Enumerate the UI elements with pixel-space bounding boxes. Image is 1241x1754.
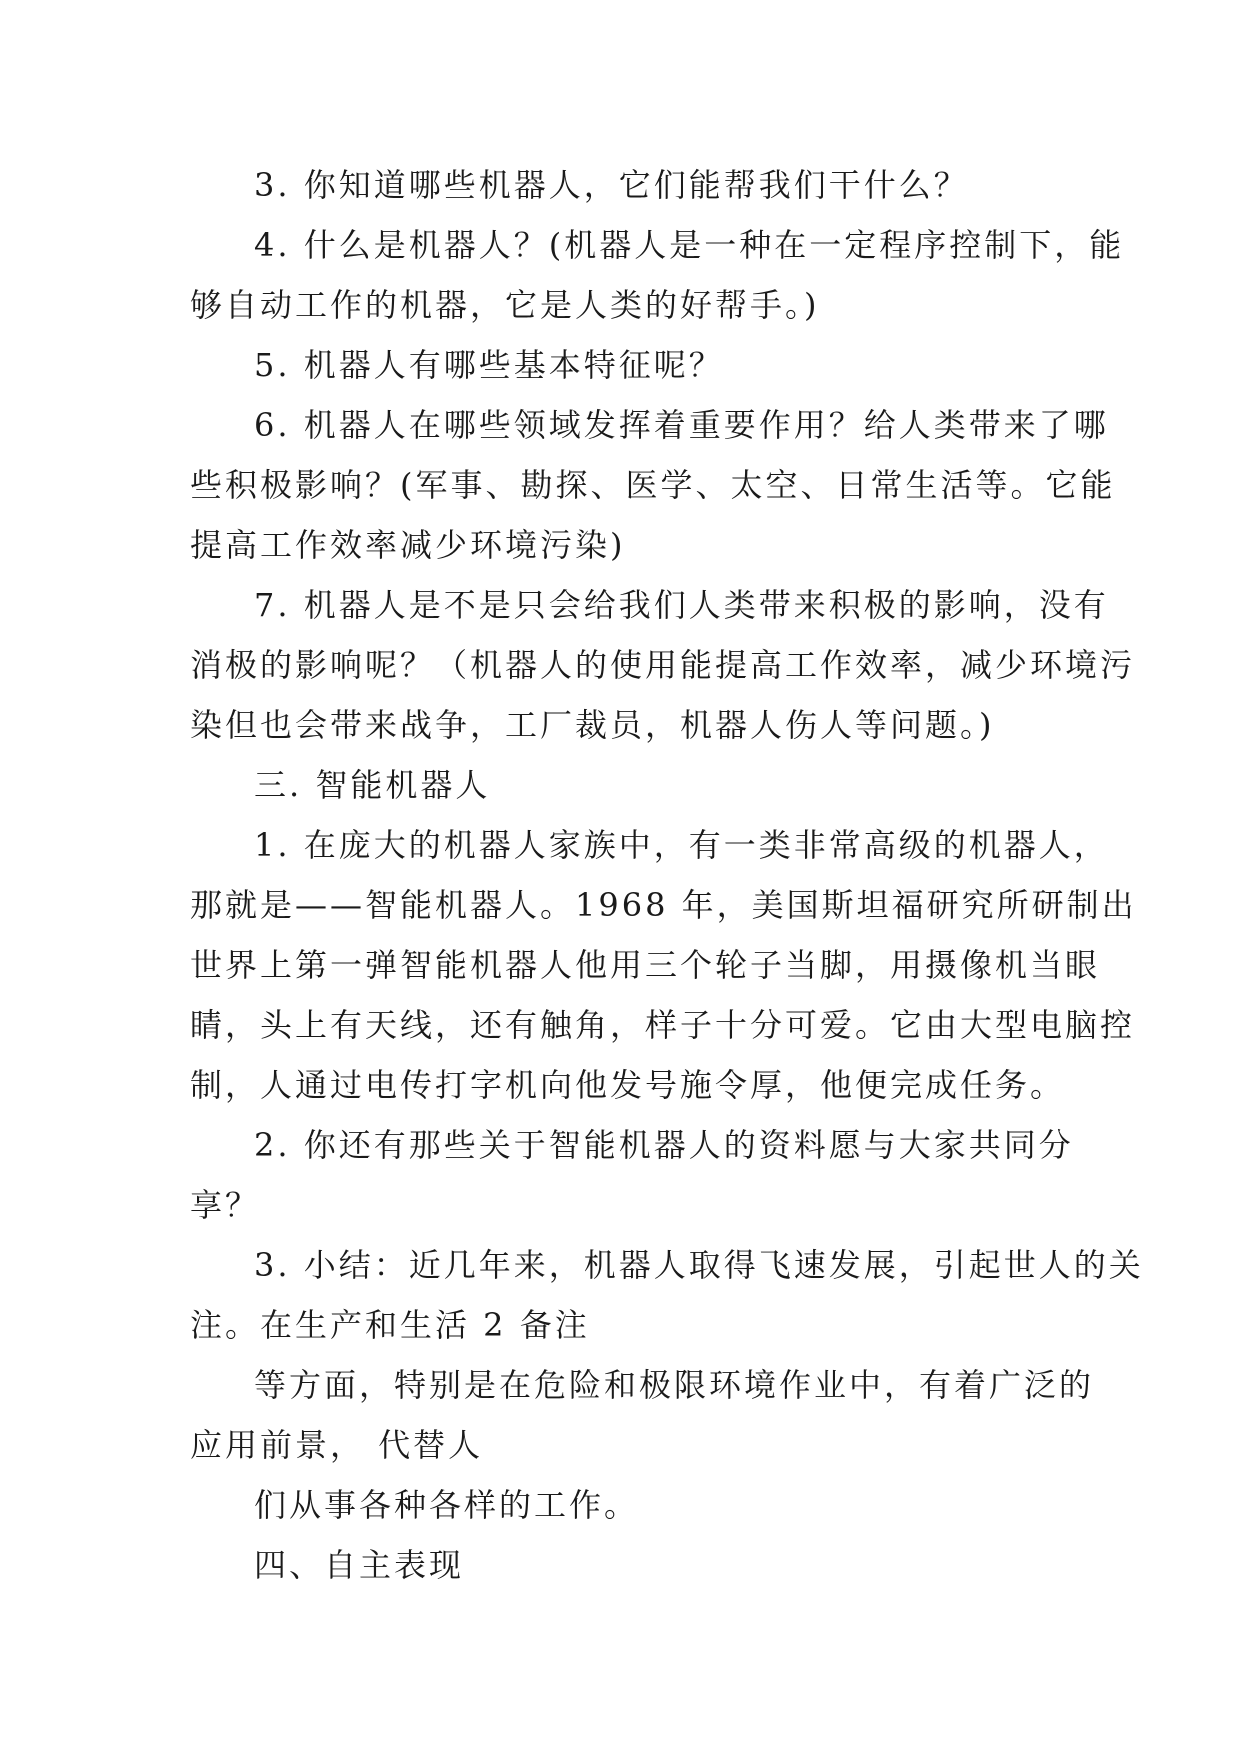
paragraph-continuation bbox=[190, 1355, 1095, 1475]
text-line: 3. 你知道哪些机器人，它们能帮我们干什么？ bbox=[254, 166, 969, 204]
text-line: 等方面，特别是在危险和极限环境作业中，有着广泛的 bbox=[254, 1366, 1095, 1404]
section-heading: 四、自主表现 bbox=[254, 1546, 465, 1584]
text-line: 2. 你还有那些关于智能机器人的资料愿与大家共同分 bbox=[254, 1126, 1074, 1164]
text-line: 注。在生产和生活 2 备注 bbox=[190, 1306, 590, 1344]
text-line: 3. 小结：近几年来，机器人取得飞速发展，引起世人的关 bbox=[254, 1246, 1144, 1284]
text-line: 染但也会带来战争，工厂裁员，机器人伤人等问题。) bbox=[190, 706, 995, 744]
section-heading-intelligent-robots bbox=[190, 755, 1045, 815]
text-line: 应用前景， 代替人 bbox=[190, 1426, 484, 1464]
text-line: 享？ bbox=[190, 1186, 261, 1224]
section-heading-self-expression bbox=[190, 1535, 1045, 1595]
paragraph-q5 bbox=[190, 335, 1045, 395]
text-line: 消极的影响呢？（机器人的使用能提高工作效率，减少环境污 bbox=[190, 646, 1136, 684]
paragraph-item2 bbox=[190, 1115, 1074, 1235]
paragraph-item1 bbox=[190, 815, 1137, 1115]
text-line: 1. 在庞大的机器人家族中，有一类非常高级的机器人， bbox=[254, 826, 1109, 864]
text-line: 些积极影响？(军事、勘探、医学、太空、日常生活等。它能 bbox=[190, 466, 1116, 504]
paragraph-q3 bbox=[190, 155, 1045, 215]
text-line: 5. 机器人有哪些基本特征呢？ bbox=[254, 346, 724, 384]
text-line: 6. 机器人在哪些领域发挥着重要作用？给人类带来了哪 bbox=[254, 406, 1109, 444]
paragraph-item3-summary bbox=[190, 1235, 1144, 1355]
section-heading: 三. 智能机器人 bbox=[254, 766, 491, 804]
document-body bbox=[190, 155, 1144, 1595]
text-line: 提高工作效率减少环境污染) bbox=[190, 526, 626, 564]
paragraph-q6 bbox=[190, 395, 1116, 575]
text-line: 睛，头上有天线，还有触角，样子十分可爱。它由大型电脑控 bbox=[190, 1006, 1136, 1044]
text-line: 那就是——智能机器人。1968 年，美国斯坦福研究所研制出 bbox=[190, 886, 1137, 924]
paragraph-q7 bbox=[190, 575, 1136, 755]
text-line: 4. 什么是机器人？(机器人是一种在一定程序控制下，能 bbox=[254, 226, 1125, 264]
text-line: 世界上第一弹智能机器人他用三个轮子当脚，用摄像机当眼 bbox=[190, 946, 1101, 984]
text-line: 7. 机器人是不是只会给我们人类带来积极的影响，没有 bbox=[254, 586, 1109, 624]
text-line: 制，人通过电传打字机向他发号施令厚，他便完成任务。 bbox=[190, 1066, 1066, 1104]
text-line: 够自动工作的机器，它是人类的好帮手。) bbox=[190, 286, 820, 324]
paragraph-q4 bbox=[190, 215, 1125, 335]
paragraph-continuation-2 bbox=[190, 1475, 1045, 1535]
text-line: 们从事各种各样的工作。 bbox=[254, 1486, 640, 1524]
